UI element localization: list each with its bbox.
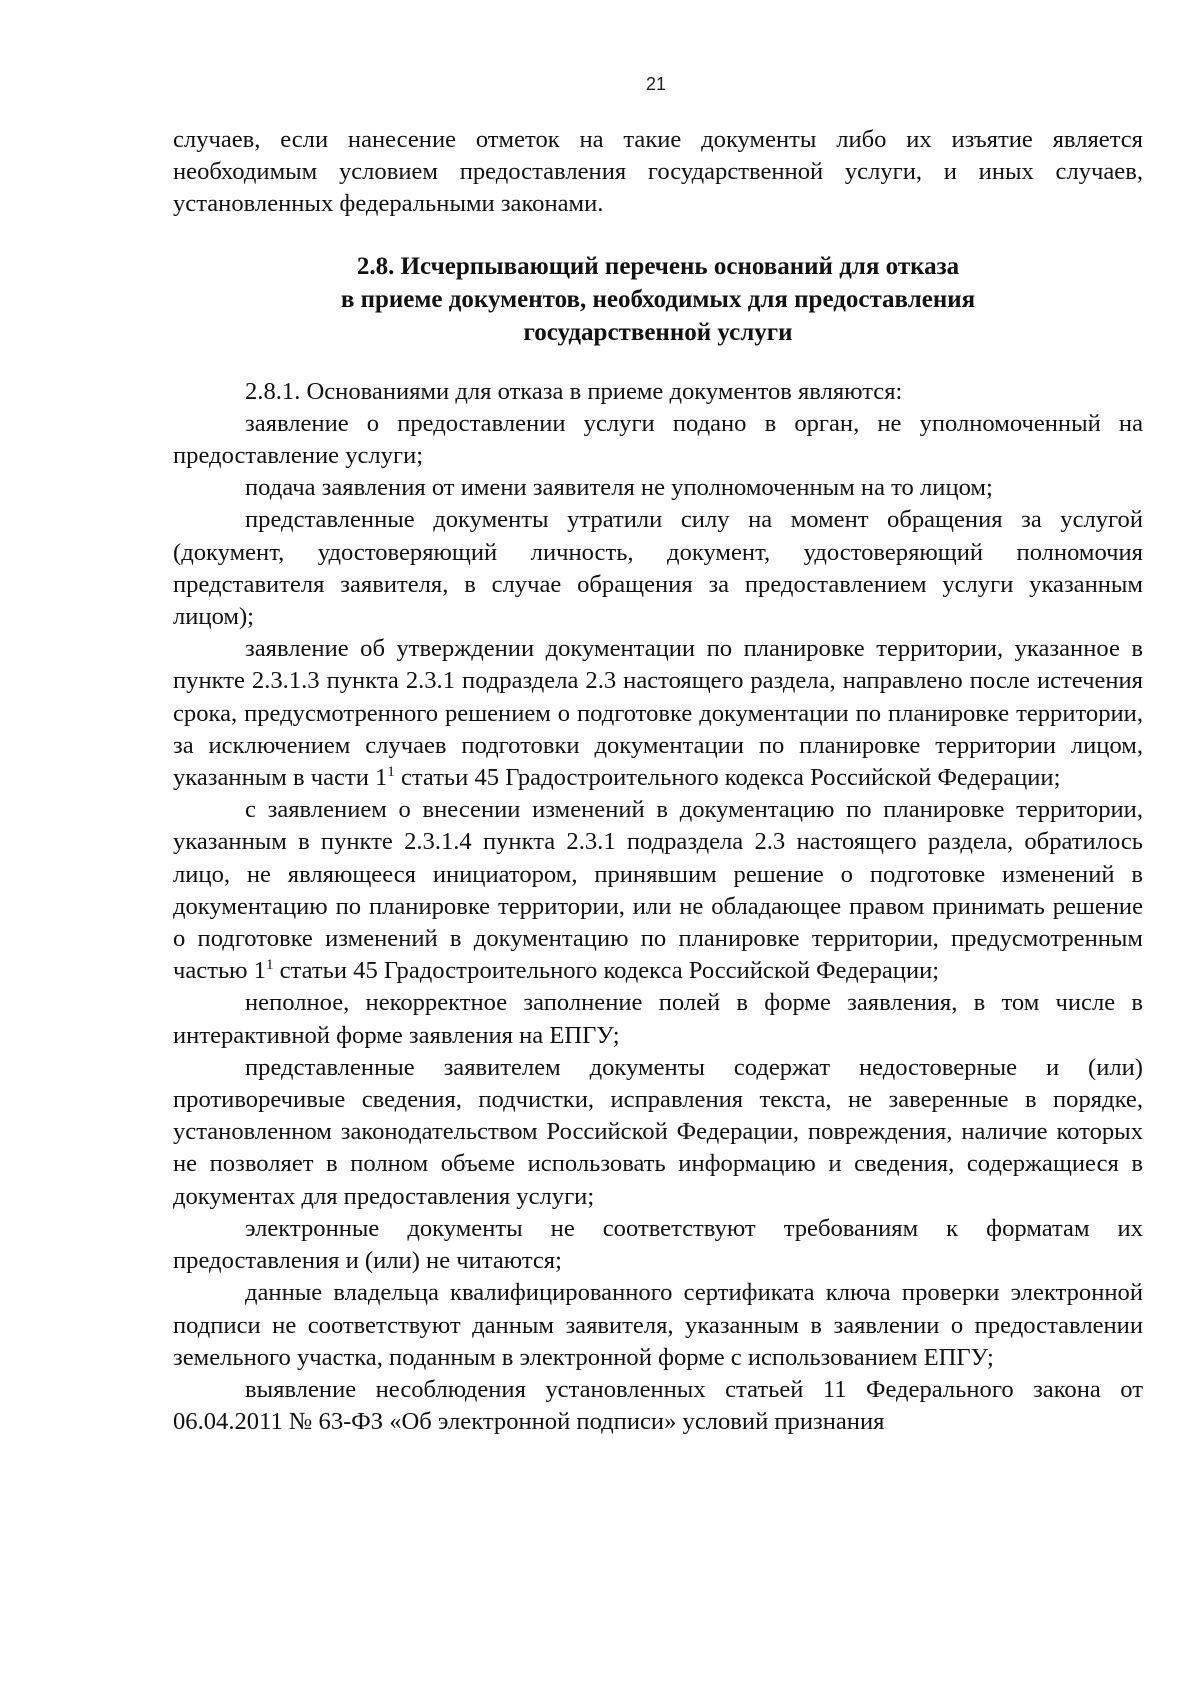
- section-heading-line: в приеме документов, необходимых для предоставления: [340, 285, 976, 313]
- reason-paragraph: представленные документы утратили силу на момент обращения за услугой (документ, удостоверяющий личность, документ, удостоверяющий полномочия представителя заявителя, в случае обращения за предоставлением услуги указанным лицом);: [173, 506, 1143, 631]
- reason-paragraph: электронные документы не соответствуют требованиям к форматам их предоставления и (или) не читаются;: [173, 1214, 1143, 1275]
- reason-paragraph: подача заявления от имени заявителя не уполномоченным на то лицом;: [245, 474, 993, 502]
- reason-paragraph: неполное, некорректное заполнение полей в форме заявления, в том числе в интерактивной форме заявления на ЕПГУ;: [173, 989, 1143, 1049]
- superscript: 1: [265, 957, 274, 974]
- page-number: 21: [645, 74, 667, 94]
- reason-paragraph: выявление несоблюдения установленных статьей 11 Федерального закона от 06.04.2011 № 63-ФЗ «Об электронной подписи» условий признания: [173, 1375, 1143, 1436]
- reason-paragraph: данные владельца квалифицированного сертификата ключа проверки электронной подписи не соответствуют данным заявителя, указанным в заявлении о предоставлении земельного участка, поданным в электронной форме с использованием ЕПГУ;: [173, 1279, 1143, 1371]
- paragraph-text: с заявлением о внесении изменений в документацию по планировке территории, указанным в пункте 2.3.1.4 пункта 2.3.1 подраздела 2.3 настоящего раздела, обратилось лицо, не являющееся инициатором, принявшим решение о подготовке изменений в документацию по планировке территории, или не обладающее правом принимать решение о подготовке изменений в документацию по планировке территории, предусмотренным частью 1: [173, 796, 1143, 985]
- section-heading: [173, 250, 1143, 349]
- document-body: [173, 124, 1143, 1438]
- reason-paragraph: [173, 794, 1143, 987]
- intro-paragraph: случаев, если нанесение отметок на такие документы либо их изъятие является необходимым условием предоставления государственной услуги, и иных случаев, установленных федеральными законами.: [173, 126, 1143, 218]
- reason-paragraph: [173, 633, 1143, 794]
- reason-paragraph: заявление о предоставлении услуги подано в орган, не уполномоченный на предоставление услуги;: [173, 409, 1143, 470]
- reason-paragraph: представленные заявителем документы содержат недостоверные и (или) противоречивые сведения, подчистки, исправления текста, не заверенные в порядке, установленном законодательством Российской Федерации, повреждения, наличие которых не позволяет в полном объеме использовать информацию и сведения, содержащиеся в документах для предоставления услуги;: [173, 1053, 1143, 1210]
- section-heading-line: 2.8. Исчерпывающий перечень оснований для отказа: [356, 252, 960, 280]
- paragraph-text: статьи 45 Градостроительного кодекса Российской Федерации;: [394, 764, 1061, 792]
- paragraph-text: статьи 45 Градостроительного кодекса Российской Федерации;: [273, 957, 940, 985]
- paragraph-text: заявление об утверждении документации по планировке территории, указанное в пункте 2.3.1.3 пункта 2.3.1 подраздела 2.3 настоящего раздела, направлено после истечения срока, предусмотренного решением о подготовке документации по планировке территории, за исключением случаев подготовки документации по планировке территории лицом, указанным в части 1: [173, 635, 1143, 792]
- superscript: 1: [387, 764, 395, 781]
- paragraph-2-8-1: 2.8.1. Основаниями для отказа в приеме документов являются:: [245, 377, 903, 405]
- section-heading-line: государственной услуги: [523, 318, 793, 346]
